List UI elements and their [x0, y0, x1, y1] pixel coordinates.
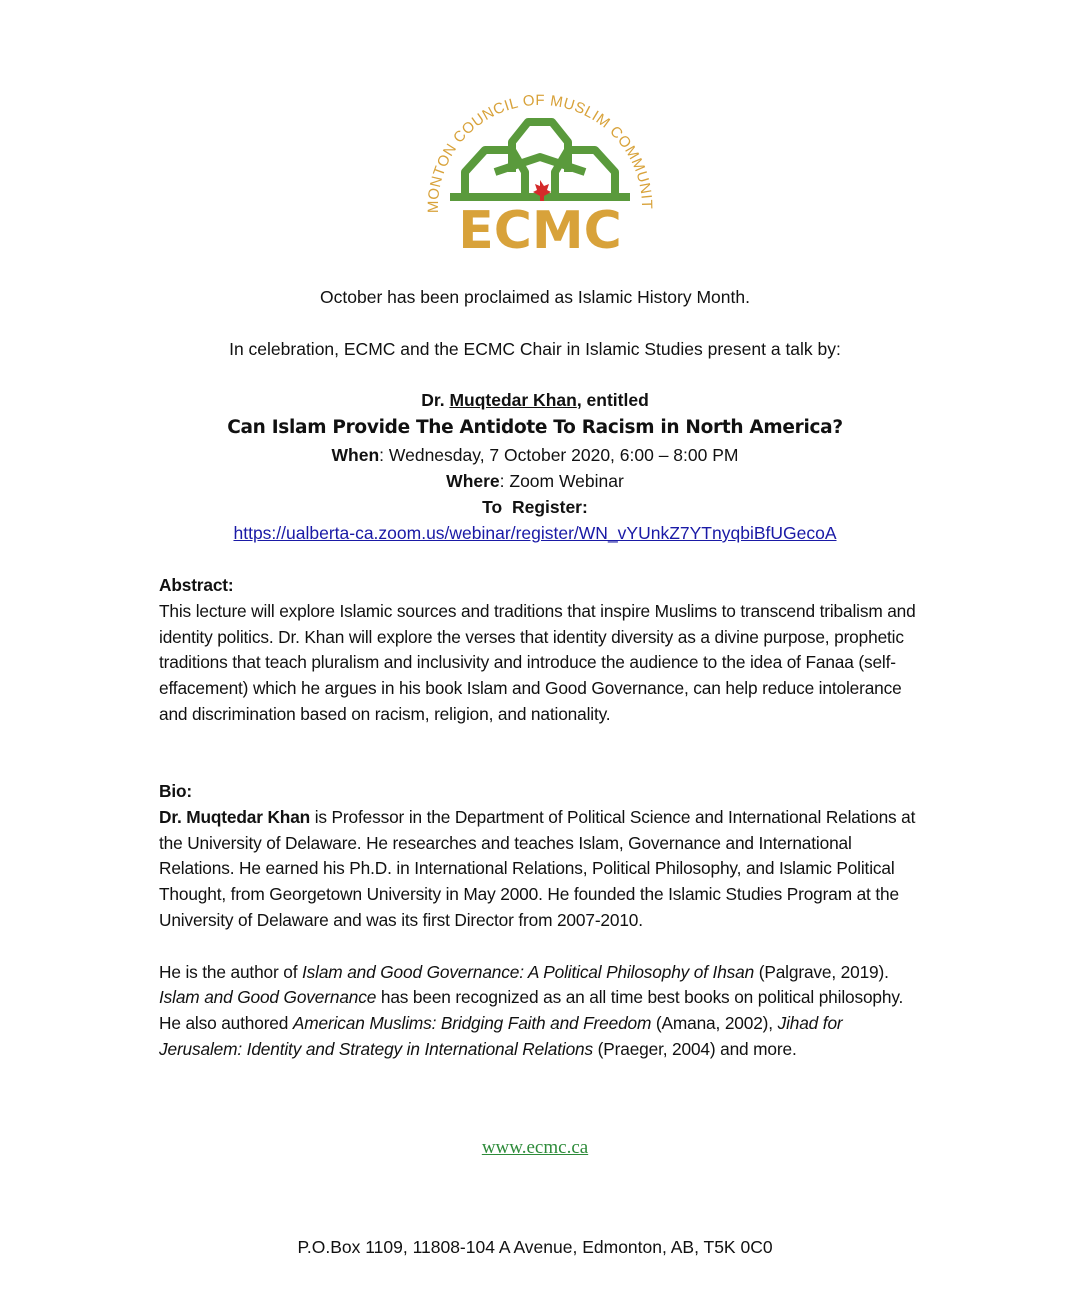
- book-title: American Muslims: Bridging Faith and Freedom: [292, 1013, 652, 1034]
- book-title: Islam and Good Governance: [159, 987, 377, 1008]
- speaker-prefix: Dr.: [421, 390, 450, 410]
- abstract-section: [159, 573, 921, 728]
- register-link[interactable]: https://ualberta-ca.zoom.us/webinar/register/WN_vYUnkZ7YTnyqbiBfUGecoA: [233, 523, 837, 543]
- bio-text: (Praeger, 2004) and more.: [593, 1038, 797, 1059]
- book-title: Islam and Good Governance: A Political Philosophy of Ihsan: [302, 961, 755, 982]
- intro-line-2: In celebration, ECMC and the ECMC Chair in Islamic Studies present a talk by:: [229, 339, 841, 359]
- when-value: : Wednesday, 7 October 2020, 6:00 – 8:00 PM: [379, 445, 739, 465]
- bio-paragraph-2: [159, 960, 921, 1063]
- bio-section: [159, 779, 921, 1063]
- bio-p1-text: is Professor in the Department of Political Science and International Relations at the University of Delaware. He researches and teaches Islam, Governance and International Relations. He earned his Ph.D. in International Relations, Political Philosophy, and Islamic Political Thought, from Georgetown University in May 2000. He founded the Islamic Studies Program at the University of Delaware and was its first Director from 2007-2010.: [159, 806, 916, 930]
- bio-name: Dr. Muqtedar Khan: [159, 806, 311, 827]
- speaker-line: [0, 390, 1070, 411]
- when-label: When: [331, 445, 380, 465]
- footer-address: P.O.Box 1109, 11808-104 A Avenue, Edmonton, AB, T5K 0C0: [297, 1237, 773, 1257]
- svg-text:EDMONTON COUNCIL OF MUSLIM COM: MONTON COUNCIL OF MUSLIM COMMUNIT: [424, 91, 656, 214]
- bio-text: (Amana, 2002),: [651, 1013, 778, 1034]
- register-label: To Register:: [482, 497, 588, 517]
- where-label: Where: [446, 471, 500, 491]
- bio-text: (Palgrave, 2019).: [754, 961, 889, 982]
- abstract-heading: Abstract:: [159, 575, 234, 595]
- where-value: : Zoom Webinar: [499, 471, 624, 491]
- bio-text: He is the author of: [159, 961, 303, 982]
- ecmc-logo: [420, 82, 660, 257]
- when-line: [0, 445, 1070, 466]
- website-link[interactable]: www.ecmc.ca: [481, 1137, 589, 1158]
- speaker-suffix: , entitled: [576, 390, 649, 410]
- bio-text: has been recognized as an all time best books on political philosophy. He also authored: [159, 987, 904, 1034]
- abstract-text: This lecture will explore Islamic sources and traditions that inspire Muslims to transcend tribalism and identity politics. Dr. Khan will explore the verses that identity diversity as a divine purpose, prophetic traditions that teach pluralism and inclusivity and introduce the audience to the idea of Fanaa (self-effacement) which he argues in his book Islam and Good Governance, can help reduce intolerance and discrimination based on racism, religion, and nationality.: [159, 600, 916, 724]
- where-line: [0, 471, 1070, 492]
- intro-line-1: October has been proclaimed as Islamic History Month.: [320, 287, 750, 307]
- speaker-name: Muqtedar Khan: [449, 390, 577, 410]
- talk-title: Can Islam Provide The Antidote To Racism in North America?: [227, 417, 843, 438]
- book-title: Jihad for Jerusalem: Identity and Strategy in International Relations: [159, 1013, 843, 1059]
- bio-heading: Bio:: [159, 781, 192, 801]
- bio-paragraph-1: [159, 805, 921, 934]
- svg-text:ECMC: ECMC: [458, 201, 622, 257]
